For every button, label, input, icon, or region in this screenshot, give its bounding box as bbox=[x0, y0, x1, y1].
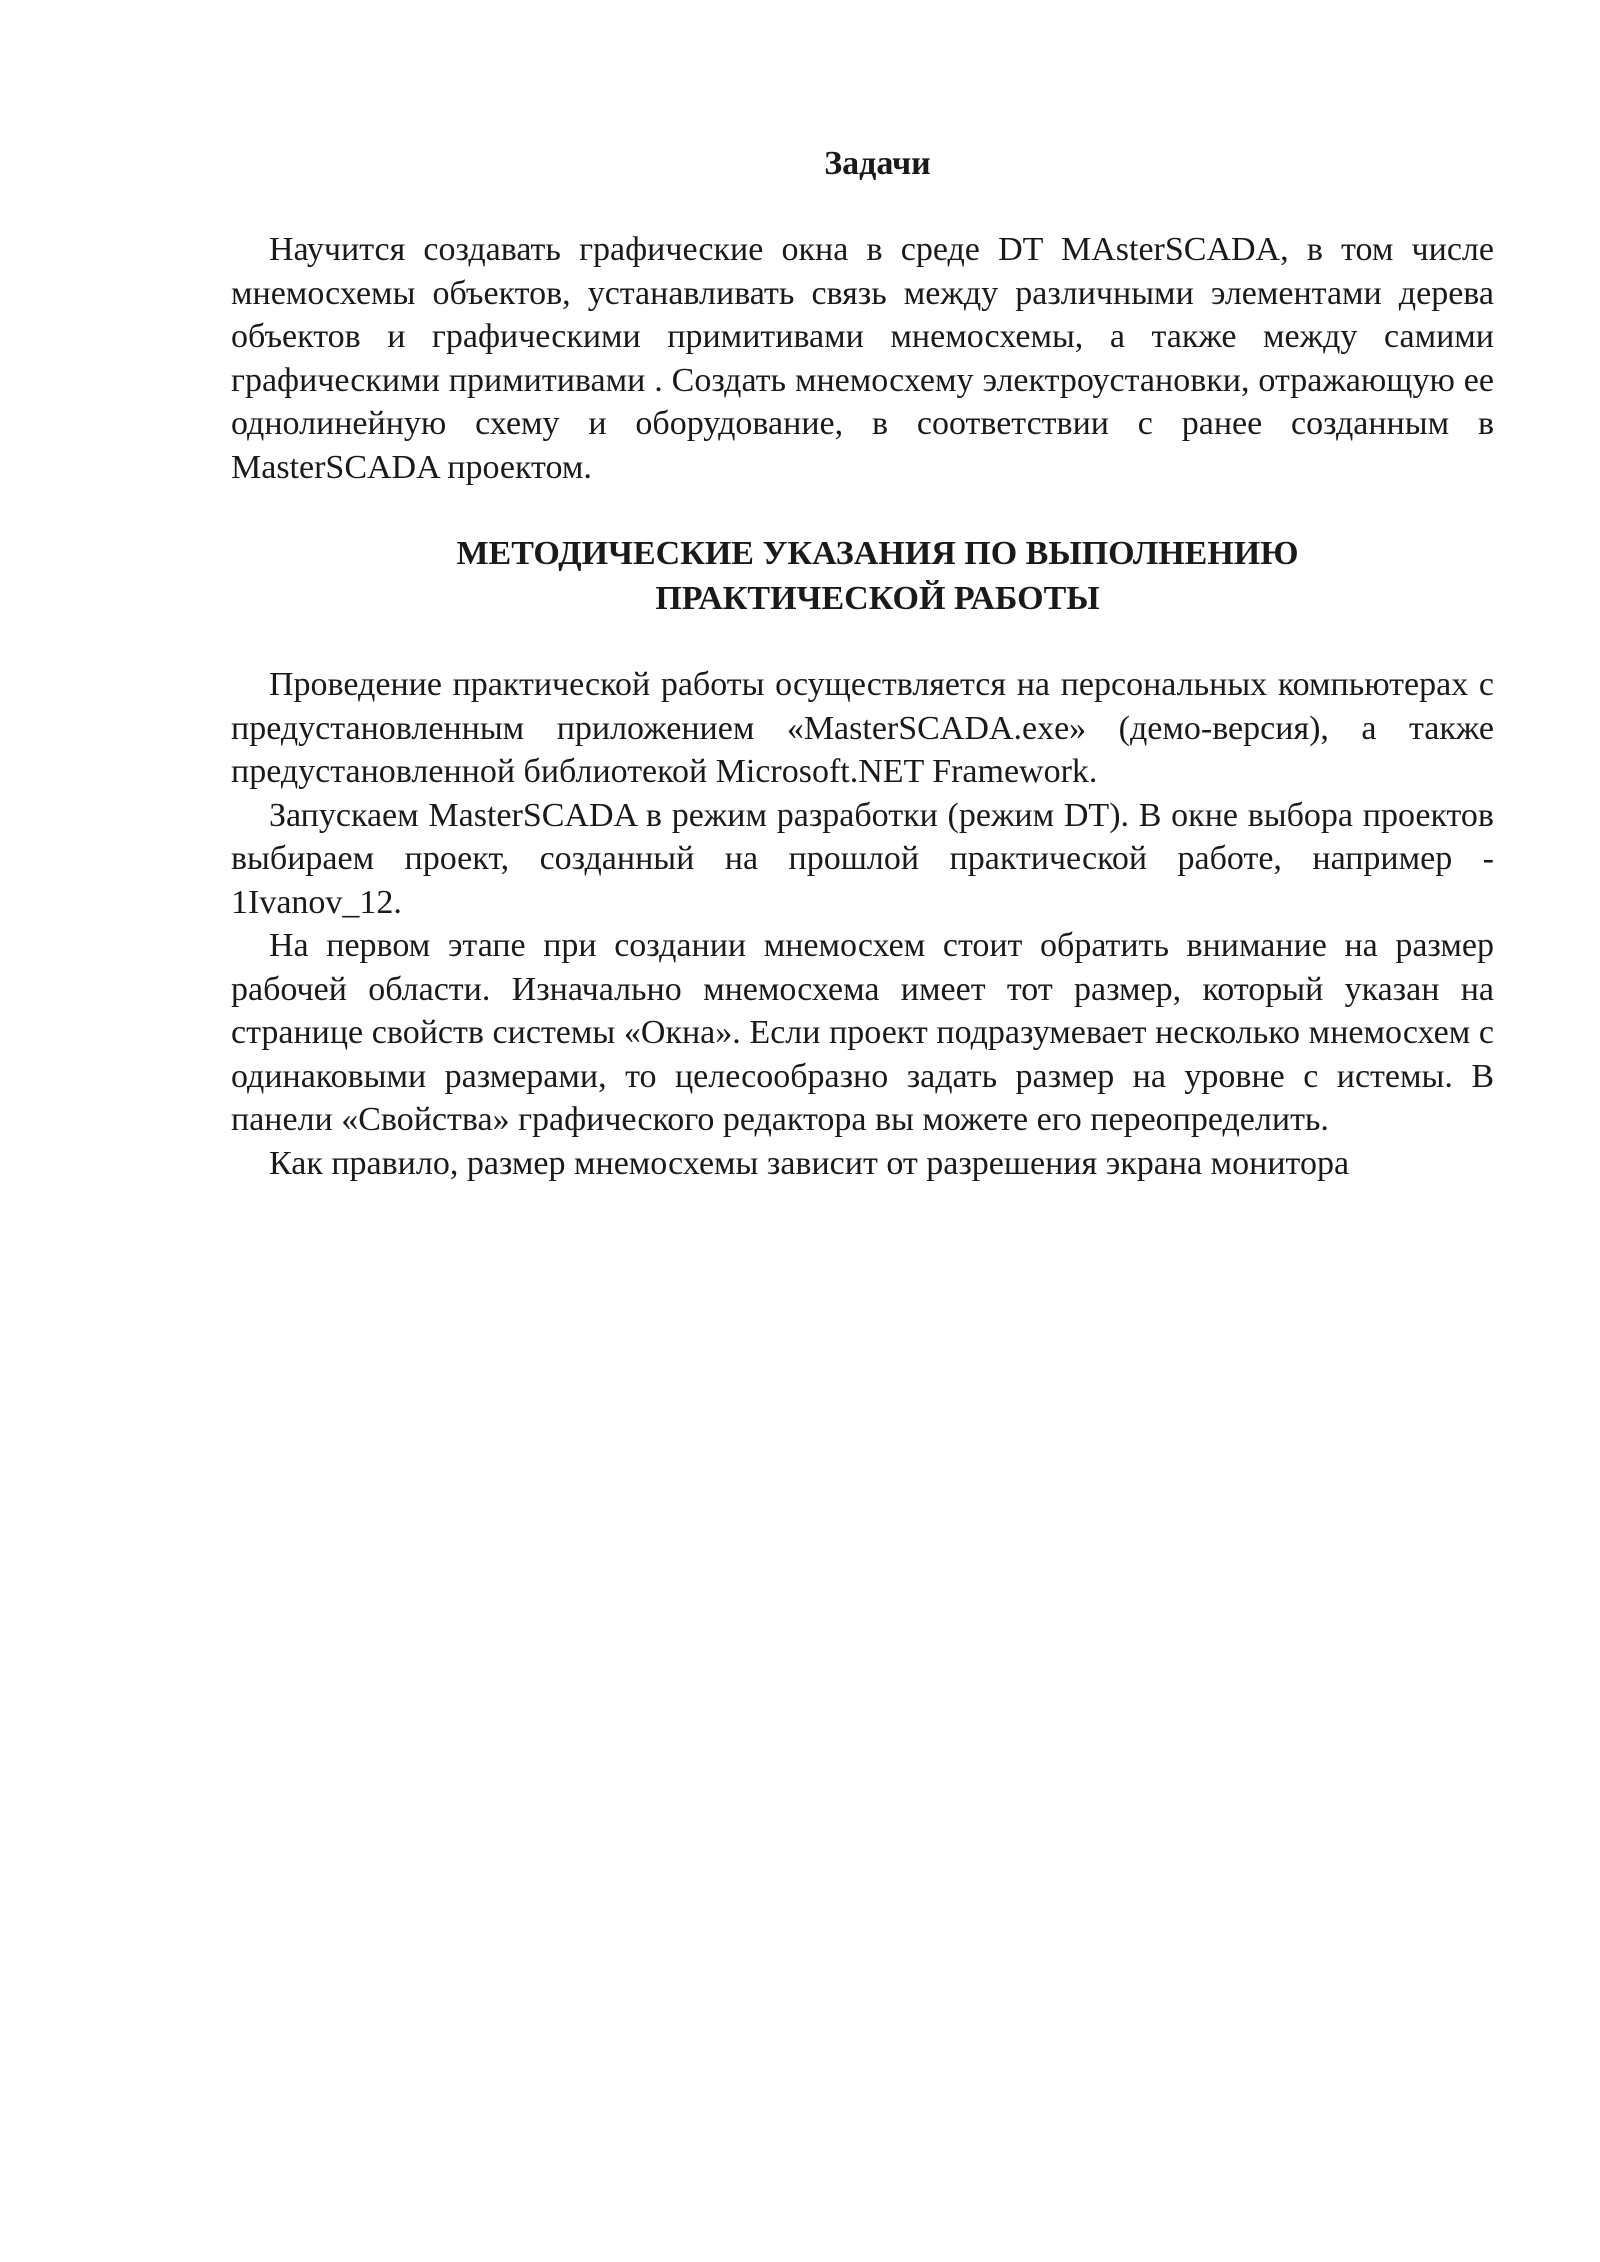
guide-paragraph-4: Как правило, размер мнемосхемы зависит от разрешения экрана монитора bbox=[269, 1144, 1350, 1182]
guide-paragraph-1: Проведение практической работы осуществляется на персональных компьютерах с предустановленным приложением «MasterSCADA.exe» (демо-версия), а также предустановленной библиотекой Microsoft.NET Framework. bbox=[231, 666, 1494, 790]
tasks-paragraph: Научится создавать графические окна в среде DT MAsterSCADA, в том числе мнемосхемы объектов, устанавливать связь между различными элементами дерева объектов и графическими примитивами мнемосхемы, а также между самими графическими примитивами . Создать мнемосхему электроустановки, отражающую ее однолинейную схему и оборудование, в соответствии с ранее созданным в MasterSCADA проектом. bbox=[231, 231, 1494, 486]
guide-heading-line-1: МЕТОДИЧЕСКИЕ УКАЗАНИЯ ПО ВЫПОЛНЕНИЮ bbox=[456, 535, 1299, 572]
tasks-heading: Задачи bbox=[824, 145, 931, 182]
document-page bbox=[231, 0, 1494, 1185]
guide-body bbox=[231, 663, 1494, 1185]
guide-heading bbox=[231, 531, 1494, 621]
guide-paragraph-3: На первом этапе при создании мнемосхем стоит обратить внимание на размер рабочей области. Изначально мнемосхема имеет тот размер, который указан на странице свойств системы «Окна». Если проект подразумевает несколько мнемосхем с одинаковыми размерами, то целесообразно задать размер на уровне с истемы. В панели «Свойства» графического редактора вы можете его переопределить. bbox=[231, 927, 1494, 1138]
guide-paragraph-2: Запускаем MasterSCADA в режим разработки (режим DT). В окне выбора проектов выбираем проект, созданный на прошлой практической работе, например - 1Ivanov_12. bbox=[231, 796, 1494, 921]
guide-heading-line-2: ПРАКТИЧЕСКОЙ РАБОТЫ bbox=[655, 580, 1100, 617]
